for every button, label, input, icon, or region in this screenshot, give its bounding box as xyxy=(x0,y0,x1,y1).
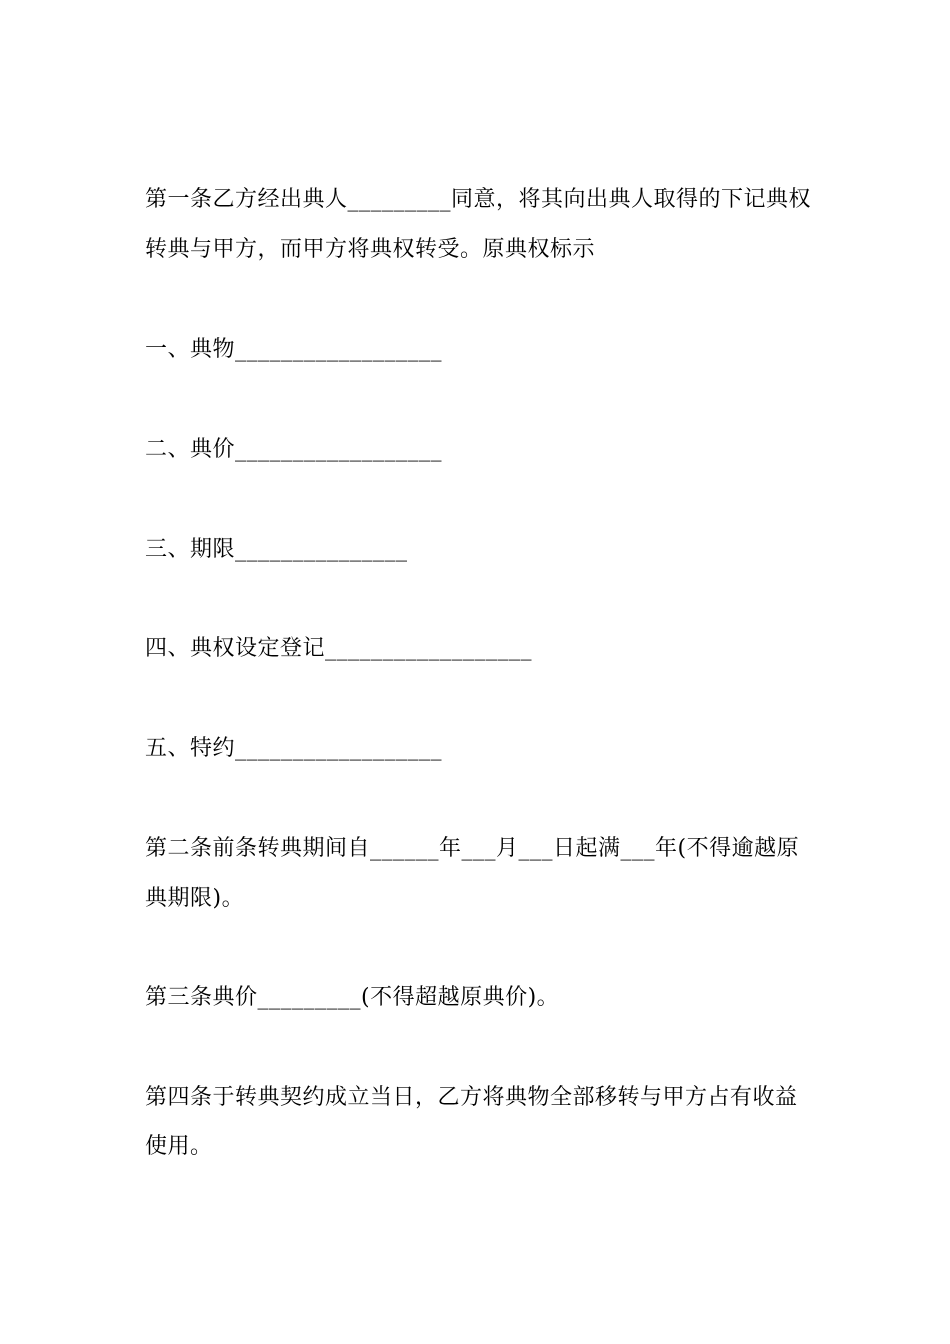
clause-4-line-1: 第四条于转典契约成立当日，乙方将典物全部移转与甲方占有收益 xyxy=(145,1085,798,1110)
item-registration: 四、典权设定登记__________________ xyxy=(145,636,533,661)
item-pledged-object: 一、典物__________________ xyxy=(145,337,443,362)
clause-2-line-1: 第二条前条转典期间自______年___月___日起满___年(不得逾越原 xyxy=(145,836,800,861)
item-pledge-price: 二、典价__________________ xyxy=(145,437,443,462)
item-special-terms: 五、特约__________________ xyxy=(145,736,443,761)
clause-2-line-2: 典期限)。 xyxy=(145,886,245,911)
item-term: 三、期限_______________ xyxy=(145,537,408,562)
clause-1-line-2: 转典与甲方，而甲方将典权转受。原典权标示 xyxy=(145,237,596,262)
clause-4-line-2: 使用。 xyxy=(145,1134,213,1159)
clause-3-line-1: 第三条典价_________(不得超越原典价)。 xyxy=(145,985,560,1010)
clause-1-line-1: 第一条乙方经出典人_________同意，将其向出典人取得的下记典权 xyxy=(145,187,812,212)
